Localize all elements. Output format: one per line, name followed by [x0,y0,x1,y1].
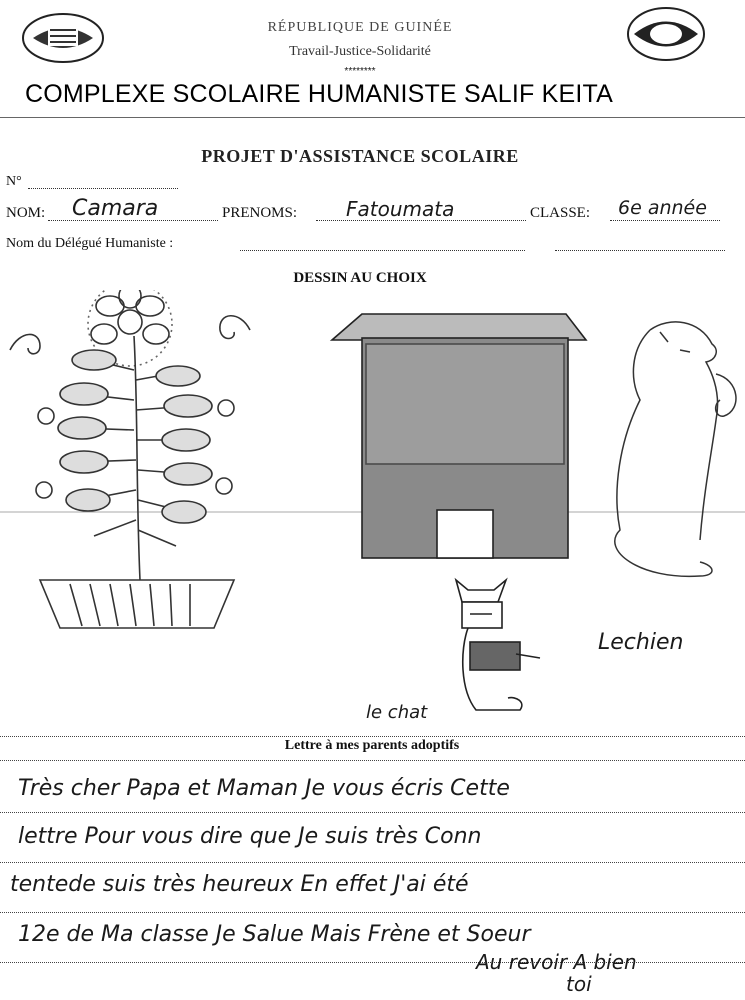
flower-drawing [10,290,250,628]
letter-line-rule-1 [0,760,745,761]
letter-closing: toi [566,972,592,996]
school-name: COMPLEXE SCOLAIRE HUMANISTE SALIF KEITA [25,80,614,108]
prenoms-label: PRENOMS: [222,205,298,221]
delegue-label: Nom du Délégué Humaniste : [6,236,174,251]
letter-line-rule-3 [0,862,745,863]
letter-line-rule-4 [0,912,745,913]
prenoms-value: Fatoumata [346,197,455,221]
letter-line-3: tentede suis très heureux En effet J'ai été [10,872,469,897]
nom-label: NOM: [6,205,46,221]
box-drawing [332,314,586,558]
cat-label: le chat [366,702,428,723]
drawing-area [0,290,745,730]
stars-divider: ******** [344,66,376,77]
cat-drawing [456,580,540,710]
dog-label: Lechien [598,630,684,655]
letter-line-1: Très cher Papa et Maman Je vous écris Cette [18,776,510,801]
drawing-title: DESSIN AU CHOIX [293,270,427,286]
classe-field-line[interactable] [610,220,720,221]
motto: Travail-Justice-Solidarité [289,44,431,59]
republic-heading: RÉPUBLIQUE DE GUINÉE [267,20,453,35]
letter-line-2: lettre Pour vous dire que Je suis très Conn [18,824,482,849]
header-rule [0,117,745,118]
number-field[interactable] [28,188,178,189]
delegue-field-line-2[interactable] [555,250,725,251]
seal-right-emblem [622,4,710,64]
dog-drawing [615,322,736,576]
letter-top-line [0,736,745,737]
classe-value: 6e année [618,197,707,219]
letter-line-4: 12e de Ma classe Je Salue Mais Frène et Soeur [18,922,531,947]
seal-left-emblem [18,8,108,68]
form-title: PROJET D'ASSISTANCE SCOLAIRE [201,146,519,166]
letter-line-5: Au revoir A bien [476,950,637,974]
number-label: N° [6,174,22,189]
classe-label: CLASSE: [530,205,591,221]
letter-title: Lettre à mes parents adoptifs [284,738,460,753]
delegue-field-line[interactable] [240,250,525,251]
letter-line-rule-2 [0,812,745,813]
nom-value: Camara [72,196,159,221]
